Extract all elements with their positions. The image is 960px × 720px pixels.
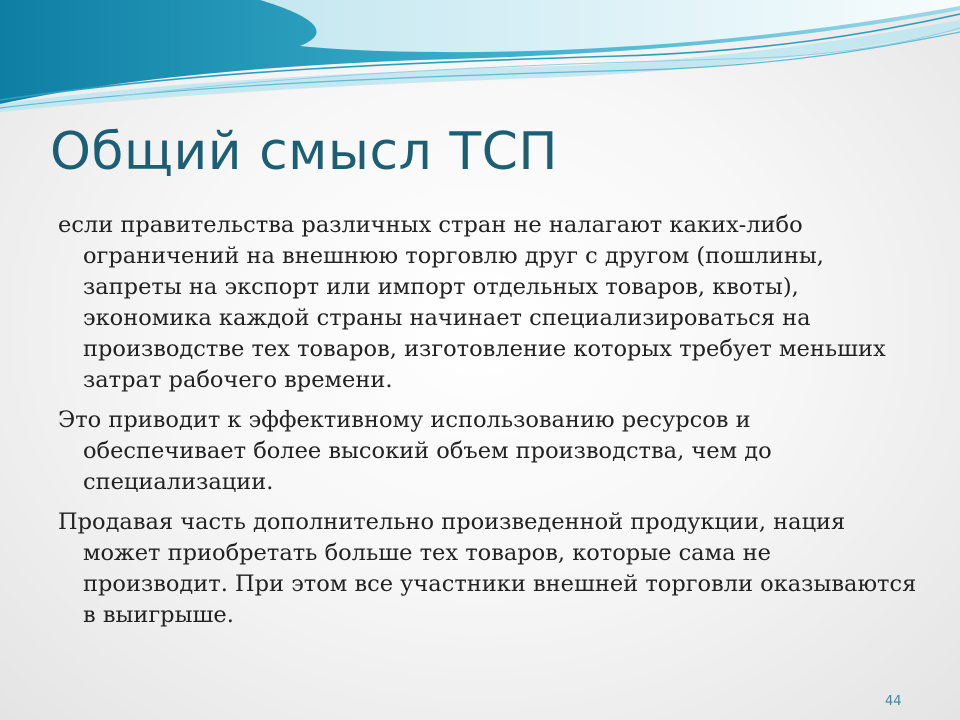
paragraph-1: если правительства различных стран не налагают каких-либо ограничений на внешнюю торговлю друг с другом (пошлины, запреты на экспорт или импорт отдельных товаров, квоты), экономика каждой страны начинает специализироваться на производстве тех товаров, изготовление которых требует меньших затрат рабочего времени. (58, 212, 886, 393)
page-number: 44 (885, 694, 902, 709)
paragraph-3: Продавая часть дополнительно произведенной продукции, нация может приобретать больше тех товаров, которые сама не производит. При этом все участники внешней торговли оказываются в выигрыше. (58, 509, 917, 628)
slide-body (58, 210, 918, 640)
slide-title: Общий смысл ТСП (50, 122, 558, 182)
wave-decoration (0, 0, 960, 120)
paragraph-2: Это приводит к эффективному использованию ресурсов и обеспечивает более высокий объем производства, чем до специализации. (58, 407, 772, 495)
